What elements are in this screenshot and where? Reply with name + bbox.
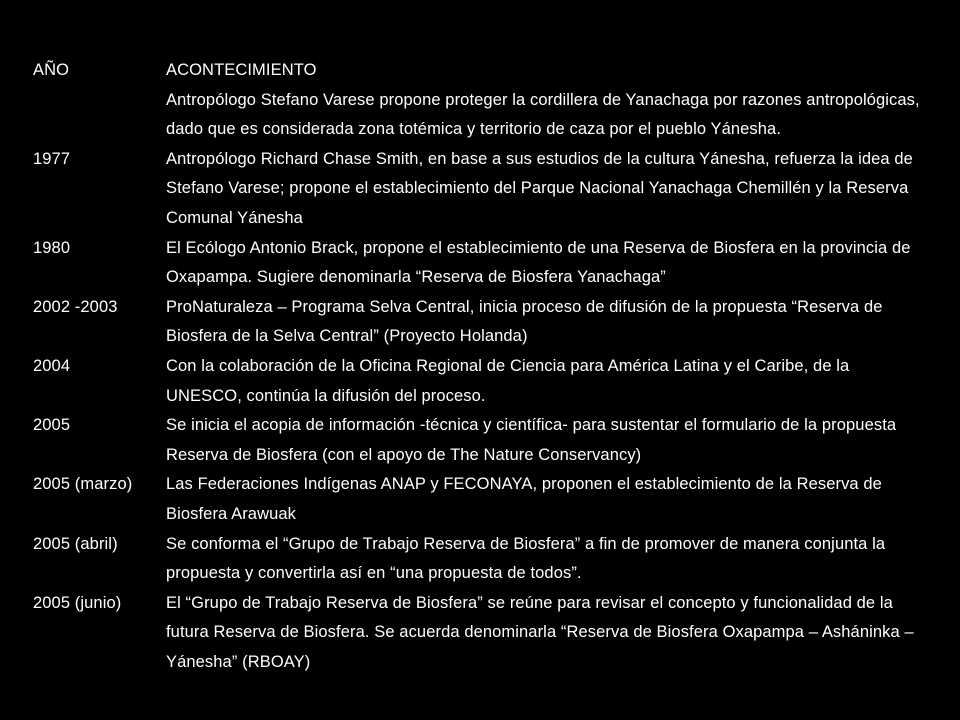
row-event: El Ecólogo Antonio Brack, propone el establecimiento de una Reserva de Biosfera en la provincia de Oxapampa. Sugiere denominarla “Reserva de Biosfera Yanachaga” bbox=[166, 238, 911, 287]
row-event: Se conforma el “Grupo de Trabajo Reserva de Biosfera” a fin de promover de manera conjunta la propuesta y convertirla así en “una propuesta de todos”. bbox=[166, 534, 886, 583]
row-event: Con la colaboración de la Oficina Regional de Ciencia para América Latina y el Caribe, de la UNESCO, continúa la difusión del proceso. bbox=[166, 356, 850, 405]
table-row bbox=[33, 470, 923, 529]
row-year bbox=[33, 86, 166, 145]
header-event: ACONTECIMIENTO bbox=[166, 61, 317, 79]
row-event: El “Grupo de Trabajo Reserva de Biosfera” se reúne para revisar el concepto y funcionalidad de la futura Reserva de Biosfera. Se acuerda denominarla “Reserva de Biosfera Oxapampa – Asháninka – Yánesha” (RBOAY) bbox=[166, 593, 914, 671]
table-row bbox=[33, 530, 923, 589]
row-event: Se inicia el acopia de información -técnica y científica- para sustentar el formulario de la propuesta Reserva de Biosfera (con el apoyo de The Nature Conservancy) bbox=[166, 416, 897, 464]
header-year: AÑO bbox=[33, 61, 70, 79]
table-row bbox=[33, 86, 923, 145]
row-event: Antropólogo Richard Chase Smith, en base a sus estudios de la cultura Yánesha, refuerza la idea de Stefano Varese; propone el establecimiento del Parque Nacional Yanachaga Chemillén y la Reserva Comunal Yánesha bbox=[166, 149, 913, 227]
row-year: 2002 -2003 bbox=[33, 297, 118, 316]
table-row bbox=[33, 352, 923, 411]
row-year: 1980 bbox=[33, 238, 71, 257]
timeline-body bbox=[33, 86, 923, 678]
row-event: Antropólogo Stefano Varese propone proteger la cordillera de Yanachaga por razones antropológicas, dado que es considerada zona totémica y territorio de caza por el pueblo Yánesha. bbox=[166, 90, 920, 139]
row-year: 1977 bbox=[33, 149, 71, 168]
row-event: Las Federaciones Indígenas ANAP y FECONAYA, proponen el establecimiento de la Reserva de Biosfera Arawuak bbox=[166, 475, 882, 523]
row-year: 2004 bbox=[33, 356, 71, 375]
table-row bbox=[33, 589, 923, 678]
header-row bbox=[33, 56, 923, 86]
row-year: 2005 bbox=[33, 416, 71, 435]
table-row bbox=[33, 234, 923, 293]
row-year: 2005 (abril) bbox=[33, 534, 118, 553]
row-year: 2005 (marzo) bbox=[33, 475, 133, 494]
row-year: 2005 (junio) bbox=[33, 593, 122, 612]
timeline-table bbox=[33, 56, 923, 677]
table-row bbox=[33, 411, 923, 470]
row-event: ProNaturaleza – Programa Selva Central, inicia proceso de difusión de la propuesta “Reserva de Biosfera de la Selva Central” (Proyecto Holanda) bbox=[166, 297, 883, 346]
timeline-header bbox=[33, 56, 923, 86]
table-row bbox=[33, 145, 923, 234]
table-row bbox=[33, 293, 923, 352]
